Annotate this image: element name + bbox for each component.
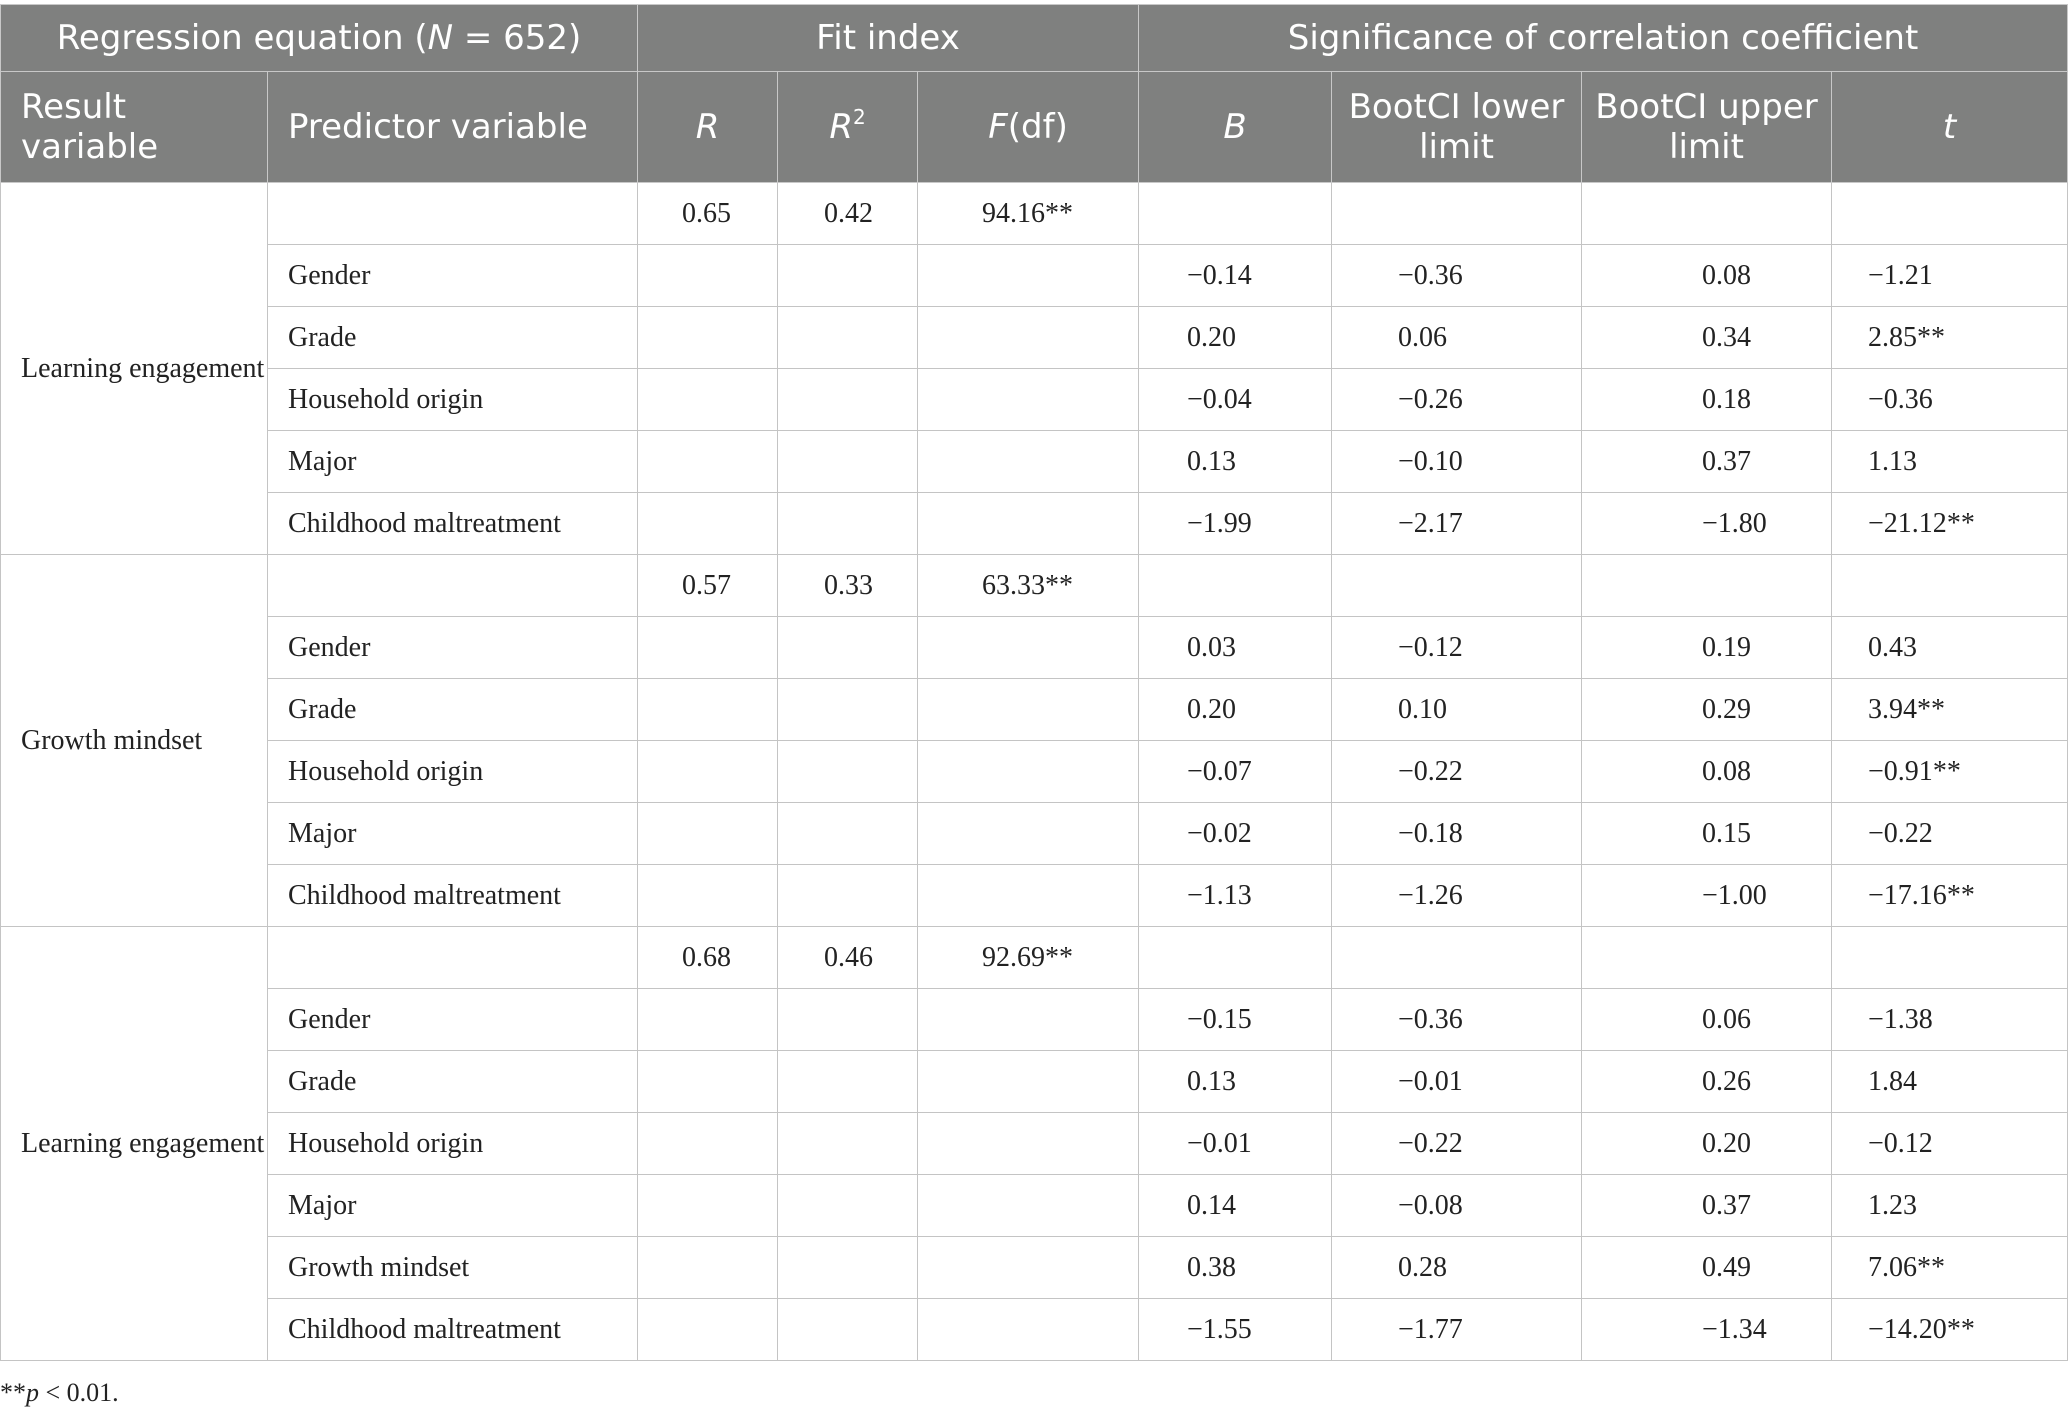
empty-cell [918, 865, 1139, 927]
empty-cell [638, 493, 778, 555]
f-value: 92.69** [918, 927, 1139, 989]
bootci-lower-header: BootCI lower limit [1332, 72, 1582, 183]
empty-cell [778, 431, 918, 493]
t-value: 1.23 [1832, 1175, 2068, 1237]
bootci-upper-value: 0.15 [1582, 803, 1832, 865]
predictor-variable: Gender [268, 617, 638, 679]
table-row [1, 307, 2068, 369]
predictor-variable: Major [268, 803, 638, 865]
predictor-cell-empty [268, 927, 638, 989]
empty-cell [638, 369, 778, 431]
bootci-lower-value: −1.77 [1332, 1299, 1582, 1361]
empty-cell [918, 803, 1139, 865]
empty-cell [918, 1175, 1139, 1237]
empty-cell [1832, 183, 2068, 245]
fit-index-header: Fit index [638, 5, 1139, 72]
t-value: −21.12** [1832, 493, 2068, 555]
table-body [1, 183, 2068, 1361]
predictor-variable: Childhood maltreatment [268, 1299, 638, 1361]
empty-cell [918, 369, 1139, 431]
predictor-variable: Grade [268, 679, 638, 741]
r-squared-value: 0.42 [778, 183, 918, 245]
empty-cell [778, 1175, 918, 1237]
table-row [1, 617, 2068, 679]
b-value: 0.03 [1139, 617, 1332, 679]
empty-cell [1582, 183, 1832, 245]
predictor-variable: Household origin [268, 741, 638, 803]
fit-row [1, 927, 2068, 989]
empty-cell [918, 679, 1139, 741]
b-value: 0.38 [1139, 1237, 1332, 1299]
empty-cell [1332, 555, 1582, 617]
predictor-variable: Major [268, 1175, 638, 1237]
table-row [1, 1299, 2068, 1361]
empty-cell [778, 679, 918, 741]
table-row [1, 245, 2068, 307]
b-value: −1.13 [1139, 865, 1332, 927]
t-value: 3.94** [1832, 679, 2068, 741]
predictor-variable-header: Predictor variable [268, 72, 638, 183]
bootci-upper-value: 0.37 [1582, 1175, 1832, 1237]
bootci-upper-value: 0.49 [1582, 1237, 1832, 1299]
empty-cell [918, 1113, 1139, 1175]
predictor-variable: Household origin [268, 369, 638, 431]
predictor-cell-empty [268, 183, 638, 245]
t-value: −1.21 [1832, 245, 2068, 307]
b-value: 0.20 [1139, 307, 1332, 369]
predictor-variable: Grade [268, 307, 638, 369]
regression-equation-header: Regression equation (N = 652) [1, 5, 638, 72]
bootci-upper-value: 0.20 [1582, 1113, 1832, 1175]
b-value: −0.04 [1139, 369, 1332, 431]
bootci-upper-value: 0.08 [1582, 741, 1832, 803]
empty-cell [778, 1113, 918, 1175]
empty-cell [638, 617, 778, 679]
b-value: −0.07 [1139, 741, 1332, 803]
empty-cell [638, 1175, 778, 1237]
empty-cell [918, 989, 1139, 1051]
b-header: B [1139, 72, 1332, 183]
b-value: −1.99 [1139, 493, 1332, 555]
t-value: 7.06** [1832, 1237, 2068, 1299]
empty-cell [778, 989, 918, 1051]
bootci-lower-value: −0.12 [1332, 617, 1582, 679]
empty-cell [1832, 555, 2068, 617]
table-row [1, 865, 2068, 927]
t-value: −0.12 [1832, 1113, 2068, 1175]
bootci-lower-value: −0.01 [1332, 1051, 1582, 1113]
table-row [1, 431, 2068, 493]
bootci-lower-value: −0.22 [1332, 1113, 1582, 1175]
table-row [1, 803, 2068, 865]
header-row-columns [1, 72, 2068, 183]
result-variable-cell: Learning engagement [1, 927, 268, 1361]
empty-cell [1139, 555, 1332, 617]
bootci-upper-value: 0.29 [1582, 679, 1832, 741]
empty-cell [918, 1237, 1139, 1299]
predictor-variable: Gender [268, 245, 638, 307]
r-header: R [638, 72, 778, 183]
empty-cell [1139, 927, 1332, 989]
empty-cell [1332, 927, 1582, 989]
t-value: −17.16** [1832, 865, 2068, 927]
b-value: −0.01 [1139, 1113, 1332, 1175]
bootci-upper-value: 0.08 [1582, 245, 1832, 307]
bootci-lower-value: −0.22 [1332, 741, 1582, 803]
table-row [1, 1237, 2068, 1299]
t-value: −0.36 [1832, 369, 2068, 431]
empty-cell [778, 245, 918, 307]
f-df-header: F(df) [918, 72, 1139, 183]
bootci-lower-value: −0.18 [1332, 803, 1582, 865]
table-row [1, 493, 2068, 555]
significance-header: Significance of correlation coefficient [1139, 5, 2068, 72]
table-row [1, 989, 2068, 1051]
bootci-lower-value: −0.10 [1332, 431, 1582, 493]
bootci-lower-value: 0.10 [1332, 679, 1582, 741]
empty-cell [1582, 555, 1832, 617]
r-value: 0.68 [638, 927, 778, 989]
empty-cell [778, 803, 918, 865]
table-row [1, 679, 2068, 741]
empty-cell [778, 865, 918, 927]
bootci-upper-header: BootCI upper limit [1582, 72, 1832, 183]
bootci-lower-value: 0.06 [1332, 307, 1582, 369]
predictor-cell-empty [268, 555, 638, 617]
t-value: 1.84 [1832, 1051, 2068, 1113]
empty-cell [778, 617, 918, 679]
empty-cell [1139, 183, 1332, 245]
empty-cell [638, 1237, 778, 1299]
empty-cell [778, 1237, 918, 1299]
empty-cell [778, 493, 918, 555]
t-value: −14.20** [1832, 1299, 2068, 1361]
t-value: −1.38 [1832, 989, 2068, 1051]
empty-cell [638, 431, 778, 493]
t-value: −0.22 [1832, 803, 2068, 865]
table-row [1, 1051, 2068, 1113]
b-value: −0.14 [1139, 245, 1332, 307]
bootci-lower-value: −0.26 [1332, 369, 1582, 431]
predictor-variable: Major [268, 431, 638, 493]
empty-cell [918, 431, 1139, 493]
empty-cell [638, 1299, 778, 1361]
bootci-upper-value: 0.19 [1582, 617, 1832, 679]
predictor-variable: Childhood maltreatment [268, 865, 638, 927]
header-row-top [1, 5, 2068, 72]
f-value: 94.16** [918, 183, 1139, 245]
empty-cell [778, 307, 918, 369]
empty-cell [778, 1051, 918, 1113]
empty-cell [638, 803, 778, 865]
table-row [1, 1175, 2068, 1237]
result-variable-cell: Learning engagement [1, 183, 268, 555]
bootci-upper-value: −1.80 [1582, 493, 1832, 555]
empty-cell [638, 865, 778, 927]
empty-cell [638, 1051, 778, 1113]
bootci-lower-value: −1.26 [1332, 865, 1582, 927]
bootci-lower-value: 0.28 [1332, 1237, 1582, 1299]
b-value: 0.14 [1139, 1175, 1332, 1237]
empty-cell [638, 307, 778, 369]
t-value: 2.85** [1832, 307, 2068, 369]
bootci-upper-value: −1.34 [1582, 1299, 1832, 1361]
empty-cell [1332, 183, 1582, 245]
empty-cell [638, 989, 778, 1051]
bootci-upper-value: 0.37 [1582, 431, 1832, 493]
result-variable-cell: Growth mindset [1, 555, 268, 927]
predictor-variable: Growth mindset [268, 1237, 638, 1299]
r-squared-header: $R^2$ [778, 72, 918, 183]
r-value: 0.57 [638, 555, 778, 617]
empty-cell [638, 679, 778, 741]
empty-cell [778, 741, 918, 803]
empty-cell [918, 1299, 1139, 1361]
empty-cell [918, 617, 1139, 679]
table-row [1, 741, 2068, 803]
empty-cell [778, 369, 918, 431]
b-value: 0.20 [1139, 679, 1332, 741]
empty-cell [778, 1299, 918, 1361]
b-value: −0.02 [1139, 803, 1332, 865]
empty-cell [918, 1051, 1139, 1113]
fit-row [1, 183, 2068, 245]
empty-cell [638, 245, 778, 307]
footnote: **p < 0.01. [0, 1378, 119, 1407]
empty-cell [918, 741, 1139, 803]
r-value: 0.65 [638, 183, 778, 245]
empty-cell [918, 307, 1139, 369]
empty-cell [918, 493, 1139, 555]
table-row [1, 369, 2068, 431]
bootci-upper-value: 0.18 [1582, 369, 1832, 431]
bootci-lower-value: −2.17 [1332, 493, 1582, 555]
predictor-variable: Grade [268, 1051, 638, 1113]
result-variable-header: Result variable [1, 72, 268, 183]
b-value: 0.13 [1139, 431, 1332, 493]
bootci-lower-value: −0.08 [1332, 1175, 1582, 1237]
b-value: −0.15 [1139, 989, 1332, 1051]
regression-table [0, 4, 2068, 1361]
fit-row [1, 555, 2068, 617]
t-value: −0.91** [1832, 741, 2068, 803]
bootci-lower-value: −0.36 [1332, 989, 1582, 1051]
empty-cell [918, 245, 1139, 307]
bootci-upper-value: 0.26 [1582, 1051, 1832, 1113]
t-header: t [1832, 72, 2068, 183]
r-squared-value: 0.33 [778, 555, 918, 617]
bootci-lower-value: −0.36 [1332, 245, 1582, 307]
bootci-upper-value: 0.34 [1582, 307, 1832, 369]
empty-cell [1582, 927, 1832, 989]
r-squared-value: 0.46 [778, 927, 918, 989]
b-value: 0.13 [1139, 1051, 1332, 1113]
predictor-variable: Household origin [268, 1113, 638, 1175]
t-value: 0.43 [1832, 617, 2068, 679]
b-value: −1.55 [1139, 1299, 1332, 1361]
bootci-upper-value: −1.00 [1582, 865, 1832, 927]
f-value: 63.33** [918, 555, 1139, 617]
predictor-variable: Gender [268, 989, 638, 1051]
t-value: 1.13 [1832, 431, 2068, 493]
empty-cell [638, 741, 778, 803]
table-row [1, 1113, 2068, 1175]
predictor-variable: Childhood maltreatment [268, 493, 638, 555]
empty-cell [1832, 927, 2068, 989]
empty-cell [638, 1113, 778, 1175]
bootci-upper-value: 0.06 [1582, 989, 1832, 1051]
